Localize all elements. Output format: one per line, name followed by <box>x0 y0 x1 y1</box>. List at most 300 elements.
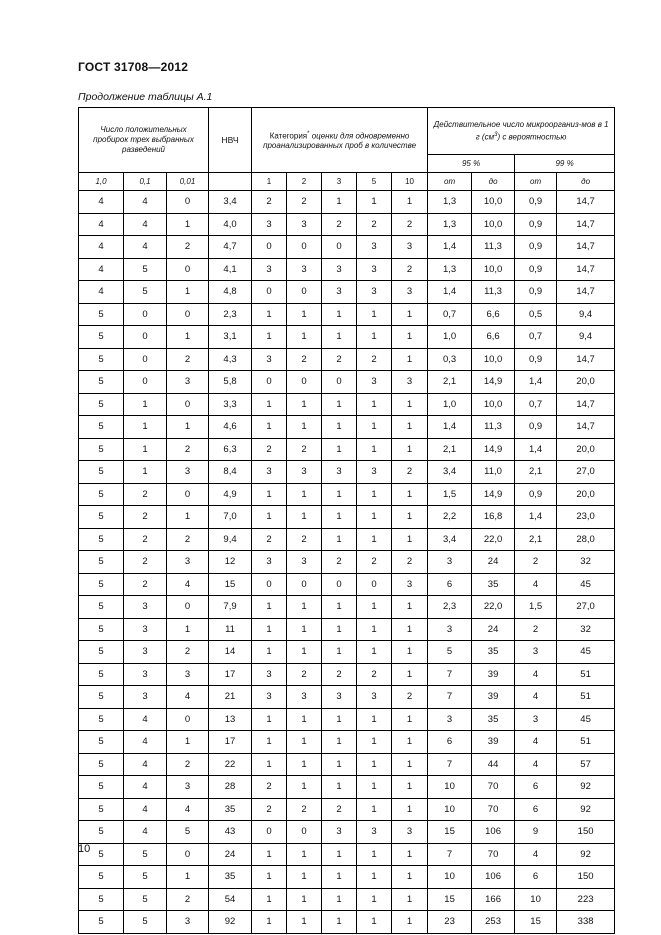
table-cell: 3 <box>124 641 167 664</box>
table-cell: 32 <box>557 618 615 641</box>
header-sample-count: 1 <box>252 173 287 191</box>
table-row <box>79 776 615 799</box>
table-cell: 5 <box>428 641 472 664</box>
header-actual-count-text <box>428 120 614 143</box>
table-cell: 0 <box>167 483 209 506</box>
table-cell: 3 <box>428 551 472 574</box>
table-cell: 3 <box>392 821 428 844</box>
table-cell: 3 <box>287 461 322 484</box>
footnote-mark: * <box>307 130 310 137</box>
table-cell: 2 <box>392 686 428 709</box>
table-cell: 70 <box>472 776 515 799</box>
table-cell: 5 <box>124 258 167 281</box>
table-cell: 11,3 <box>472 236 515 259</box>
header-to: до <box>472 173 515 191</box>
table-cell: 15 <box>428 888 472 911</box>
table-cell: 3 <box>167 551 209 574</box>
table-cell: 0 <box>167 708 209 731</box>
table-cell: 4,3 <box>209 348 252 371</box>
table-cell: 22,0 <box>472 528 515 551</box>
table-cell: 1 <box>392 888 428 911</box>
header-sample-count: 10 <box>392 173 428 191</box>
table-cell: 3,4 <box>209 191 252 214</box>
table-cell: 3 <box>515 708 557 731</box>
table-cell: 0 <box>322 573 357 596</box>
table-cell: 14,7 <box>557 416 615 439</box>
table-cell: 10,0 <box>472 393 515 416</box>
table-cell: 5 <box>79 393 124 416</box>
table-cell: 1,0 <box>428 326 472 349</box>
table-cell: 1 <box>252 303 287 326</box>
table-cell: 1 <box>357 416 392 439</box>
table-row <box>79 596 615 619</box>
table-cell: 2 <box>167 438 209 461</box>
table-cell: 1 <box>392 483 428 506</box>
table-cell: 0 <box>167 303 209 326</box>
table-cell: 1 <box>322 326 357 349</box>
header-actual-sup: 3 <box>494 131 498 138</box>
table-cell: 3 <box>392 281 428 304</box>
table-cell: 2 <box>287 663 322 686</box>
table-cell: 3 <box>357 686 392 709</box>
table-cell: 1 <box>252 888 287 911</box>
table-cell: 253 <box>472 911 515 934</box>
table-cell: 1,4 <box>515 438 557 461</box>
table-cell: 0 <box>287 821 322 844</box>
table-cell: 1 <box>392 776 428 799</box>
table-cell: 14,9 <box>472 371 515 394</box>
table-cell: 1 <box>357 191 392 214</box>
table-cell: 1 <box>392 506 428 529</box>
page-number: 10 <box>78 843 91 855</box>
table-cell: 5 <box>124 866 167 889</box>
table-cell: 3 <box>287 686 322 709</box>
table-cell: 4 <box>124 708 167 731</box>
table-cell: 4,1 <box>209 258 252 281</box>
table-cell: 14,9 <box>472 438 515 461</box>
table-cell: 0 <box>252 821 287 844</box>
table-cell: 3 <box>252 461 287 484</box>
table-cell: 1 <box>252 866 287 889</box>
table-cell: 3 <box>167 461 209 484</box>
table-cell: 35 <box>472 573 515 596</box>
table-cell: 1 <box>287 911 322 934</box>
header-category-text <box>252 129 427 152</box>
table-cell: 45 <box>557 708 615 731</box>
table-cell: 1 <box>357 393 392 416</box>
table-cell: 15 <box>515 911 557 934</box>
table-cell: 1 <box>357 776 392 799</box>
header-mpn-text: НВЧ <box>221 135 239 145</box>
table-cell: 1 <box>357 843 392 866</box>
table-cell: 0,5 <box>515 303 557 326</box>
table-cell: 2 <box>287 348 322 371</box>
table-cell: 10,0 <box>472 258 515 281</box>
table-cell: 2 <box>124 551 167 574</box>
table-cell: 1 <box>392 798 428 821</box>
table-cell: 4 <box>124 798 167 821</box>
table-cell: 1 <box>287 708 322 731</box>
table-cell: 2,1 <box>515 461 557 484</box>
header-p99-text: 99 % <box>555 158 574 168</box>
table-cell: 22,0 <box>472 596 515 619</box>
table-row <box>79 866 615 889</box>
table-cell: 2 <box>515 618 557 641</box>
table-row <box>79 326 615 349</box>
table-cell: 3 <box>287 258 322 281</box>
table-cell: 1 <box>322 416 357 439</box>
header-actual-title: Действительное число микроорганиз-мов в 1 г (см <box>433 119 609 142</box>
table-cell: 24 <box>472 551 515 574</box>
table-cell: 1 <box>322 528 357 551</box>
table-cell: 2 <box>167 641 209 664</box>
table-cell: 3 <box>392 236 428 259</box>
table-cell: 1 <box>287 506 322 529</box>
table-cell: 4 <box>167 686 209 709</box>
table-row <box>79 191 615 214</box>
table-cell: 7 <box>428 686 472 709</box>
header-p99 <box>515 155 615 173</box>
table-cell: 2,3 <box>209 303 252 326</box>
table-cell: 5 <box>79 821 124 844</box>
table-cell: 2 <box>124 528 167 551</box>
table-cell: 1 <box>252 393 287 416</box>
table-cell: 20,0 <box>557 438 615 461</box>
table-cell: 1 <box>287 731 322 754</box>
table-cell: 3,1 <box>209 326 252 349</box>
table-cell: 0 <box>287 281 322 304</box>
table-row <box>79 416 615 439</box>
table-cell: 7 <box>428 663 472 686</box>
table-cell: 3 <box>322 258 357 281</box>
table-cell: 3 <box>167 911 209 934</box>
table-cell: 1 <box>392 731 428 754</box>
table-cell: 1 <box>322 393 357 416</box>
table-cell: 54 <box>209 888 252 911</box>
table-cell: 2 <box>167 888 209 911</box>
table-cell: 1 <box>252 618 287 641</box>
table-cell: 11,3 <box>472 416 515 439</box>
table-cell: 14,9 <box>472 483 515 506</box>
table-cell: 223 <box>557 888 615 911</box>
table-cell: 0,7 <box>515 326 557 349</box>
table-row <box>79 348 615 371</box>
table-cell: 0 <box>322 371 357 394</box>
table-cell: 2,3 <box>428 596 472 619</box>
table-cell: 2 <box>322 213 357 236</box>
table-cell: 0 <box>252 281 287 304</box>
table-cell: 5 <box>79 753 124 776</box>
table-cell: 4 <box>79 236 124 259</box>
table-row <box>79 506 615 529</box>
table-cell: 0 <box>124 326 167 349</box>
table-cell: 0 <box>252 371 287 394</box>
table-cell: 3 <box>252 663 287 686</box>
table-cell: 3 <box>252 348 287 371</box>
table-cell: 1 <box>357 438 392 461</box>
table-cell: 0 <box>357 573 392 596</box>
table-cell: 1 <box>392 596 428 619</box>
table-cell: 150 <box>557 821 615 844</box>
table-cell: 2 <box>124 506 167 529</box>
table-cell: 6 <box>515 798 557 821</box>
table-cell: 0 <box>322 236 357 259</box>
table-cell: 2 <box>252 191 287 214</box>
table-cell: 2 <box>392 213 428 236</box>
table-cell: 4 <box>515 731 557 754</box>
table-cell: 39 <box>472 686 515 709</box>
table-cell: 5 <box>79 911 124 934</box>
table-cell: 24 <box>209 843 252 866</box>
table-cell: 1 <box>392 416 428 439</box>
table-cell: 2 <box>167 348 209 371</box>
table-cell: 3 <box>287 213 322 236</box>
header-positive-tubes <box>79 108 209 173</box>
table-cell: 4,9 <box>209 483 252 506</box>
table-cell: 1,4 <box>428 281 472 304</box>
table-cell: 0 <box>167 596 209 619</box>
table-cell: 14,7 <box>557 236 615 259</box>
table-cell: 1 <box>392 618 428 641</box>
table-cell: 1 <box>357 911 392 934</box>
table-cell: 1,4 <box>428 236 472 259</box>
table-cell: 4,0 <box>209 213 252 236</box>
mpn-table <box>78 107 615 934</box>
table-cell: 4 <box>124 236 167 259</box>
table-cell: 1 <box>357 731 392 754</box>
table-cell: 2 <box>252 776 287 799</box>
table-cell: 1 <box>322 776 357 799</box>
table-row <box>79 798 615 821</box>
table-cell: 0 <box>287 236 322 259</box>
header-to: до <box>557 173 615 191</box>
table-cell: 2,1 <box>515 528 557 551</box>
table-cell: 1 <box>124 438 167 461</box>
table-cell: 14,7 <box>557 258 615 281</box>
table-cell: 14 <box>209 641 252 664</box>
table-cell: 1 <box>287 416 322 439</box>
table-cell: 5 <box>79 618 124 641</box>
table-cell: 3 <box>124 618 167 641</box>
table-cell: 0 <box>287 573 322 596</box>
table-cell: 0 <box>167 393 209 416</box>
table-cell: 70 <box>472 843 515 866</box>
table-cell: 4 <box>124 821 167 844</box>
table-cell: 1 <box>322 731 357 754</box>
table-cell: 1 <box>322 191 357 214</box>
table-cell: 0,3 <box>428 348 472 371</box>
table-cell: 3 <box>252 686 287 709</box>
table-cell: 2 <box>287 528 322 551</box>
table-cell: 10 <box>515 888 557 911</box>
table-cell: 5,8 <box>209 371 252 394</box>
table-cell: 1 <box>252 416 287 439</box>
table-cell: 1 <box>357 596 392 619</box>
table-cell: 4 <box>515 753 557 776</box>
table-row <box>79 461 615 484</box>
table-cell: 15 <box>428 821 472 844</box>
table-cell: 3 <box>322 461 357 484</box>
header-positive-tubes-text: Число положительных пробирок трех выбранных разведений <box>93 125 194 154</box>
table-cell: 1 <box>392 708 428 731</box>
document-title: ГОСТ 31708—2012 <box>78 60 189 74</box>
table-cell: 92 <box>557 798 615 821</box>
table-cell: 4 <box>515 686 557 709</box>
table-cell: 1 <box>252 911 287 934</box>
table-cell: 0,9 <box>515 416 557 439</box>
table-cell: 3 <box>167 776 209 799</box>
table-row <box>79 641 615 664</box>
table-cell: 338 <box>557 911 615 934</box>
table-cell: 1 <box>357 866 392 889</box>
table-row <box>79 911 615 934</box>
table-cell: 11,3 <box>472 281 515 304</box>
table-cell: 4 <box>79 258 124 281</box>
table-cell: 1 <box>287 483 322 506</box>
table-cell: 4,7 <box>209 236 252 259</box>
table-cell: 3 <box>428 708 472 731</box>
table-cell: 1 <box>287 641 322 664</box>
table-cell: 1 <box>287 393 322 416</box>
table-row <box>79 753 615 776</box>
table-cell: 4 <box>124 731 167 754</box>
table-cell: 6,6 <box>472 303 515 326</box>
header-category-title: Категория <box>269 131 308 141</box>
table-cell: 1,4 <box>515 371 557 394</box>
table-cell: 7,9 <box>209 596 252 619</box>
table-cell: 2 <box>357 663 392 686</box>
header-actual-count <box>428 108 615 155</box>
table-cell: 1 <box>357 483 392 506</box>
table-cell: 1 <box>287 866 322 889</box>
table-caption: Продолжение таблицы А.1 <box>78 91 213 103</box>
table-cell: 8,4 <box>209 461 252 484</box>
table-cell: 2 <box>392 551 428 574</box>
table-cell: 3 <box>515 641 557 664</box>
table-cell: 5 <box>79 461 124 484</box>
table-cell: 11,0 <box>472 461 515 484</box>
table-cell: 7 <box>428 843 472 866</box>
table-cell: 1 <box>392 911 428 934</box>
table-cell: 2 <box>515 551 557 574</box>
table-cell: 1,3 <box>428 213 472 236</box>
table-cell: 3 <box>392 371 428 394</box>
table-cell: 5 <box>79 866 124 889</box>
table-cell: 44 <box>472 753 515 776</box>
table-cell: 3 <box>287 551 322 574</box>
header-actual-rest: ) с вероятностью <box>497 132 567 142</box>
header-p95-text: 95 % <box>461 158 481 168</box>
table-cell: 5 <box>124 843 167 866</box>
table-cell: 35 <box>472 708 515 731</box>
table-cell: 3 <box>322 281 357 304</box>
table-cell: 2 <box>287 191 322 214</box>
table-cell: 3 <box>322 821 357 844</box>
table-cell: 6 <box>428 573 472 596</box>
table-cell: 1 <box>167 281 209 304</box>
table-cell: 1,5 <box>428 483 472 506</box>
table-cell: 2 <box>357 213 392 236</box>
table-cell: 2,2 <box>428 506 472 529</box>
table-cell: 70 <box>472 798 515 821</box>
table-cell: 14,7 <box>557 348 615 371</box>
table-cell: 0 <box>287 371 322 394</box>
table-cell: 2 <box>167 753 209 776</box>
table-cell: 5 <box>79 843 124 866</box>
table-cell: 5 <box>79 888 124 911</box>
table-cell: 45 <box>557 641 615 664</box>
table-cell: 1 <box>392 866 428 889</box>
table-cell: 1 <box>252 731 287 754</box>
table-cell: 1 <box>322 866 357 889</box>
table-cell: 3 <box>357 371 392 394</box>
table-cell: 9,4 <box>557 326 615 349</box>
table-cell: 1,4 <box>428 416 472 439</box>
table-cell: 5 <box>79 551 124 574</box>
table-cell: 4 <box>79 213 124 236</box>
table-cell: 1 <box>322 911 357 934</box>
table-cell: 1 <box>252 641 287 664</box>
table-cell: 51 <box>557 686 615 709</box>
table-cell: 17 <box>209 731 252 754</box>
table-cell: 2 <box>252 528 287 551</box>
table-cell: 14,7 <box>557 191 615 214</box>
table-row <box>79 618 615 641</box>
table-cell: 2 <box>322 551 357 574</box>
table-cell: 2 <box>167 528 209 551</box>
table-cell: 1 <box>322 303 357 326</box>
table-cell: 57 <box>557 753 615 776</box>
table-cell: 1 <box>392 191 428 214</box>
table-cell: 10,0 <box>472 191 515 214</box>
header-sample-count: 2 <box>287 173 322 191</box>
table-cell: 5 <box>124 888 167 911</box>
table-cell: 2 <box>357 348 392 371</box>
table-cell: 4 <box>124 753 167 776</box>
table-cell: 0 <box>124 348 167 371</box>
table-cell: 14,7 <box>557 393 615 416</box>
table-cell: 1 <box>392 348 428 371</box>
table-cell: 10,0 <box>472 213 515 236</box>
table-cell: 4 <box>515 843 557 866</box>
table-cell: 3,3 <box>209 393 252 416</box>
table-cell: 0,9 <box>515 281 557 304</box>
table-cell: 5 <box>79 326 124 349</box>
table-cell: 1 <box>357 618 392 641</box>
table-cell: 2 <box>392 461 428 484</box>
table-cell: 3 <box>124 663 167 686</box>
table-cell: 35 <box>472 641 515 664</box>
table-cell: 5 <box>79 641 124 664</box>
table-cell: 9,4 <box>209 528 252 551</box>
table-cell: 12 <box>209 551 252 574</box>
table-cell: 5 <box>124 911 167 934</box>
table-cell: 6 <box>515 866 557 889</box>
table-cell: 2,1 <box>428 371 472 394</box>
table-cell: 1 <box>357 528 392 551</box>
header-p95 <box>428 155 515 173</box>
table-cell: 1 <box>392 393 428 416</box>
table-cell: 1,5 <box>515 596 557 619</box>
table-cell: 1 <box>322 753 357 776</box>
table-cell: 51 <box>557 731 615 754</box>
table-cell: 1 <box>167 731 209 754</box>
table-cell: 4 <box>79 191 124 214</box>
table-cell: 1,0 <box>428 393 472 416</box>
table-cell: 1 <box>252 753 287 776</box>
table-body <box>79 191 615 934</box>
table-cell: 14,7 <box>557 213 615 236</box>
